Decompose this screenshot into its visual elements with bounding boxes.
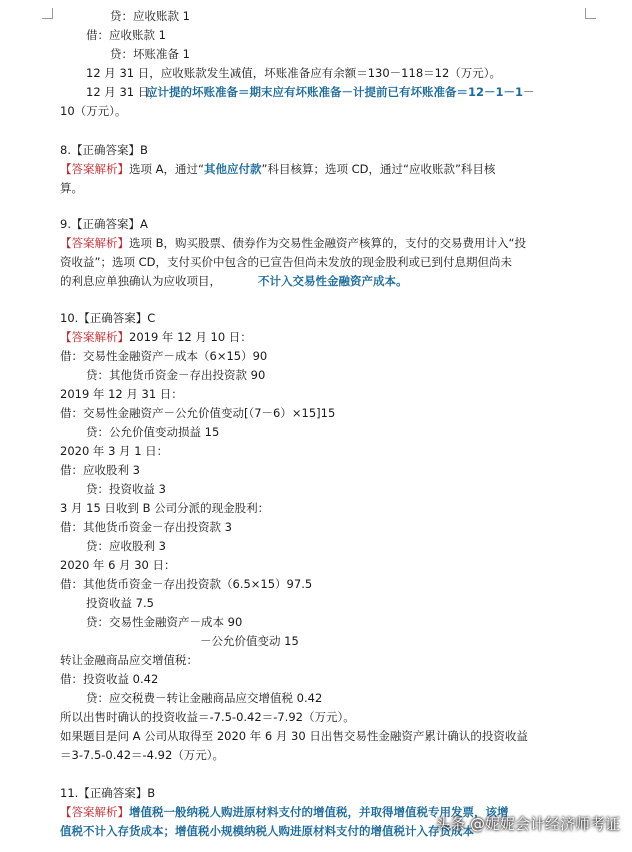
text-fragment: － [523,85,535,99]
text-line: 贷：投资收益 3 [86,482,166,496]
text-line: 贷：应收股利 3 [86,539,166,553]
text-fragment: 2019 年 12 月 10 日： [129,330,252,344]
text-line: 贷：应收账款 1 [110,9,190,23]
text-line: 借：投资收益 0.42 [60,672,159,686]
text-line [146,84,535,101]
text-line: 贷：其他货币资金－存出投资款 90 [86,368,266,382]
text-line: 贷：公允价值变动损益 15 [86,425,220,439]
text-line: 借：其他货币资金－存出投资款 3 [60,520,232,534]
text-line: 借：其他货币资金－存出投资款（6.5×15）97.5 [60,577,313,591]
text-line: 2019 年 12 月 31 日： [60,387,183,401]
page-corner-mark [42,8,53,19]
text-line: 2020 年 6 月 30 日： [60,558,176,572]
text-line: 8.【正确答案】B [60,143,148,157]
text-fragment: 选项 B，购买股票、债券作为交易性金融资产核算的，支付的交易费用计入“投 [129,236,526,250]
page-corner-mark [585,8,596,19]
text-line: ＝3-7.5-0.42＝-4.92（万元）。 [60,748,225,762]
text-line: 10（万元）。 [60,104,127,118]
highlighted-formula: 应计提的坏账准备＝期末应有坏账准备－计提前已有坏账准备＝12－1－1 [146,85,524,99]
text-line: 10.【正确答案】C [60,311,156,325]
answer-explanation-q9 [60,235,526,252]
text-fragment: 选项 A，通过“ [129,162,204,176]
text-line: 如果题目是问 A 公司从取得至 2020 年 6 月 30 日出售交易性金融资产累计确认的投资收益 [60,729,528,743]
highlighted-term: 不计入交易性金融资产成本。 [258,274,408,288]
text-line: 借：应收股利 3 [60,463,140,477]
text-line: 贷：坏账准备 1 [110,47,190,61]
text-line: 12 月 31 日， [86,85,161,99]
answer-analysis-label: 【答案解析】 [60,162,129,176]
text-line: 资收益”；选项 CD，支付买价中包含的已宣告但尚未发放的现金股利或已到付息期但尚未 [60,255,512,269]
answer-analysis-label: 【答案解析】 [60,805,129,819]
text-line: 所以出售时确认的投资收益＝-7.5-0.42＝-7.92（万元）。 [60,710,355,724]
text-line: 贷：交易性金融资产－成本 90 [86,615,243,629]
text-line: 借：应收账款 1 [86,28,166,42]
text-line: 投资收益 7.5 [86,596,154,610]
text-line: 的利息应单独确认为应收项目， [60,274,221,288]
text-line [258,273,408,290]
text-fragment: ”科目核算；选项 CD，通过“应收账款”科目核 [261,162,496,176]
text-line: －公允价值变动 15 [200,634,299,648]
question-title-q9: 9.【正确答案】A [60,217,148,231]
text-line: 2020 年 3 月 1 日： [60,444,169,458]
answer-analysis-label: 【答案解析】 [60,236,129,250]
answer-explanation-q10 [60,329,252,346]
text-line: 转让金融商品应交增值税： [60,653,198,667]
text-line: 11.【正确答案】B [60,786,156,800]
text-line: 贷：应交税费－转让金融商品应交增值税 0.42 [86,691,323,705]
text-line: 借：交易性金融资产－成本（6×15）90 [60,349,268,363]
highlighted-term: 值税不计入存货成本；增值税小规模纳税人购进原材料支付的增值税计入存货成本 [60,824,474,838]
text-line: 算。 [60,181,83,195]
highlighted-term: 增值税一般纳税人购进原材料支付的增值税，并取得增值税专用发票，该增 [129,805,509,819]
text-line: 借：交易性金融资产－公允价值变动[（7－6）×15]15 [60,406,336,420]
highlighted-term: 其他应付款 [203,162,262,176]
text-line: 12 月 31 日，应收账款发生减值，坏账准备应有余额＝130－118＝12（万元）。 [86,66,502,80]
text-line: 3 月 15 日收到 B 公司分派的现金股利： [60,501,270,515]
watermark: 头条 @妮妮会计经济师考证 [435,815,620,833]
answer-explanation-q8 [60,161,495,178]
text-line [60,823,474,840]
answer-analysis-label: 【答案解析】 [60,330,129,344]
